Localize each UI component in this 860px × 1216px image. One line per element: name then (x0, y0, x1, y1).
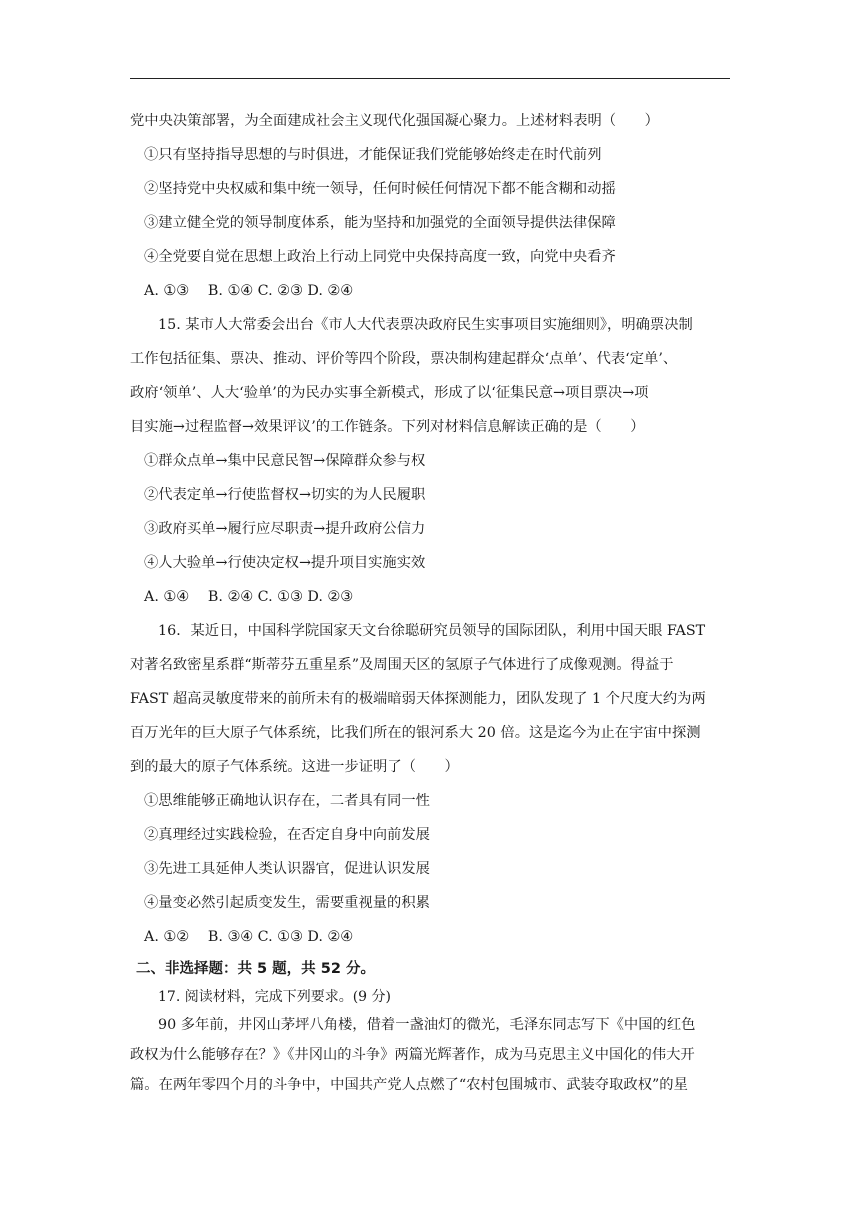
question-17-material: 政权为什么能够存在？》《井冈山的斗争》两篇光辉著作，成为马克思主义中国化的伟大开 (130, 1047, 695, 1063)
question-17-material: 90 多年前，井冈山茅坪八角楼，借着一盏油灯的微光，毛泽东同志写下《中国的红色 (158, 1017, 696, 1033)
question-17-prompt: 17. 阅读材料，完成下列要求。(9 分) (158, 989, 391, 1005)
content (130, 104, 730, 1100)
question-15-stem: 工作包括征集、票决、推动、评价等四个阶段，票决制构建起群众‘点单’、代表‘定单’、 (130, 351, 678, 367)
statement: ④人大验单→行使决定权→提升项目实施实效 (144, 555, 426, 571)
question-15-stem: 目实施→过程监督→效果评议’的工作链条。下列对材料信息解读正确的是（ ） (130, 419, 645, 435)
question-14-stem: 党中央决策部署，为全面建成社会主义现代化强国凝心聚力。上述材料表明（ ） (130, 113, 659, 129)
statement: ②坚持党中央权威和集中统一领导，任何时候任何情况下都不能含糊和动摇 (144, 181, 616, 197)
question-14 (130, 104, 730, 308)
statement: ①思维能够正确地认识存在，二者具有同一性 (144, 793, 430, 809)
statement: ②真理经过实践检验，在否定自身中向前发展 (144, 827, 430, 843)
question-15 (130, 308, 730, 614)
section-title: 二、非选择题：共 5 题，共 52 分。 (136, 961, 375, 977)
statement: ③建立健全党的领导制度体系，能为坚持和加强党的全面领导提供法律保障 (144, 215, 616, 231)
question-17-material: 篇。在两年零四个月的斗争中，中国共产党人点燃了“农村包围城市、武装夺取政权”的星 (130, 1077, 688, 1093)
question-17 (130, 984, 730, 1100)
statement: ③先进工具延伸人类认识器官，促进认识发展 (144, 861, 430, 877)
answer-options: A. ①④ B. ②④ C. ①③ D. ②③ (144, 589, 354, 605)
statement: ①群众点单→集中民意民智→保障群众参与权 (144, 453, 426, 469)
question-15-stem: 政府‘领单’、人大‘验单’的为民办实事全新模式，形成了以‘征集民意→项目票决→项 (130, 385, 649, 401)
question-16-stem: FAST 超高灵敏度带来的前所未有的极端暗弱天体探测能力，团队发现了 1 个尺度大约为两 (130, 691, 706, 707)
question-16-stem: 16．某近日，中国科学院国家天文台徐聪研究员领导的国际团队，利用中国天眼 FAST (158, 623, 706, 639)
statement: ③政府买单→履行应尽职责→提升政府公信力 (144, 521, 426, 537)
question-16-stem: 到的最大的原子气体系统。这进一步证明了（ ） (130, 759, 459, 775)
statement: ④全党要自觉在思想上政治上行动上同党中央保持高度一致，向党中央看齐 (144, 249, 616, 265)
question-16-stem: 百万光年的巨大原子气体系统，比我们所在的银河系大 20 倍。这是迄今为止在宇宙中探测 (130, 725, 701, 741)
answer-options: A. ①③ B. ①④ C. ②③ D. ②④ (144, 283, 354, 299)
statement: ②代表定单→行使监督权→切实的为人民履职 (144, 487, 426, 503)
header-rule (130, 78, 730, 79)
question-16-stem: 对著名致密星系群“斯蒂芬五重星系”及周围天区的氢原子气体进行了成像观测。得益于 (130, 657, 674, 673)
question-15-stem: 15. 某市人大常委会出台《市人大代表票决政府民生实事项目实施细则》，明确票决制 (158, 317, 693, 333)
statement: ④量变必然引起质变发生，需要重视量的积累 (144, 895, 430, 911)
question-16 (130, 614, 730, 954)
statement: ①只有坚持指导思想的与时俱进，才能保证我们党能够始终走在时代前列 (144, 147, 602, 163)
answer-options: A. ①② B. ③④ C. ①③ D. ②④ (144, 929, 354, 945)
